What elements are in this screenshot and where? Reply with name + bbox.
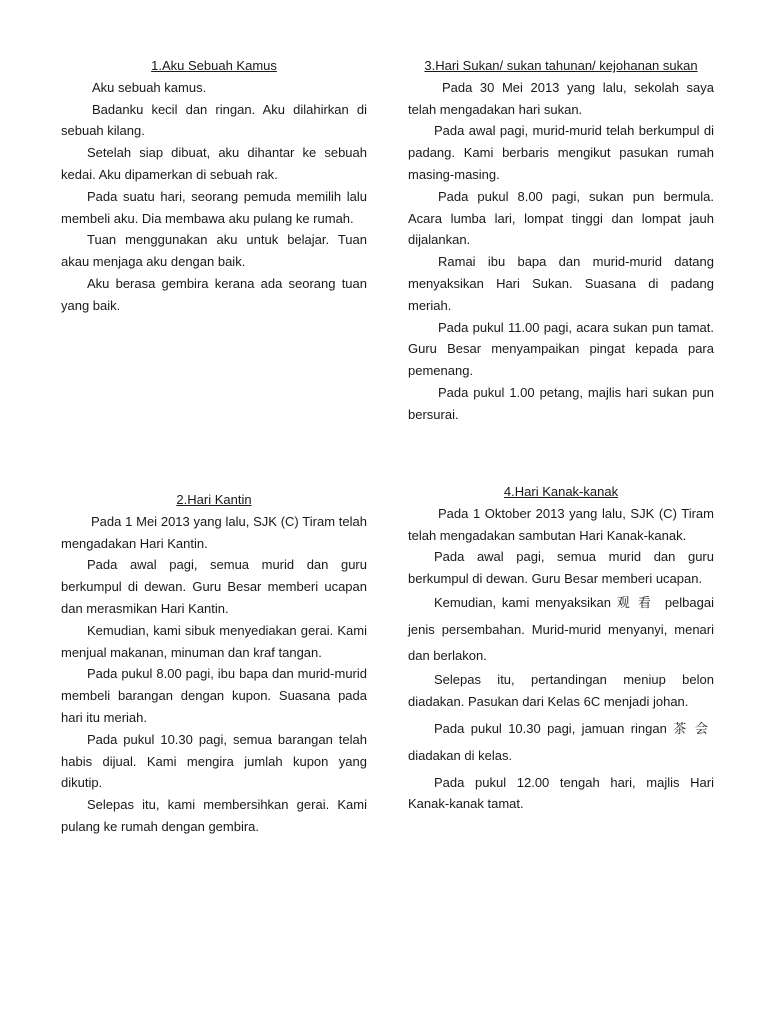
paragraph: Pada awal pagi, semua murid dan guru berkumpul di dewan. Guru Besar memberi ucapan. xyxy=(408,549,714,587)
paragraph-with-chinese xyxy=(408,590,714,669)
paragraph: Selepas itu, kami membersihkan gerai. Kami pulang ke rumah dengan gembira. xyxy=(61,797,367,834)
paragraph-text: Kemudian, kami menyaksikan xyxy=(434,594,617,610)
paragraph: Setelah siap dibuat, aku dihantar ke sebuah kedai. Aku dipamerkan di sebuah rak. xyxy=(61,145,367,182)
section-title: 4.Hari Kanak-kanak xyxy=(503,484,619,499)
paragraph: Pada pukul 12.00 tengah hari, majlis Hari Kanak-kanak tamat. xyxy=(408,774,714,812)
paragraph: Aku sebuah kamus. xyxy=(92,79,207,95)
chinese-text: 茶会 xyxy=(673,721,714,737)
paragraph: Pada pukul 10.30 pagi, semua barangan telah habis dijual. Kami mengira jumlah kupon yang dikutip. xyxy=(61,731,367,791)
paragraph-text: diadakan di kelas. xyxy=(408,747,513,763)
paragraph: Ramai ibu bapa dan murid-murid datang menyaksikan Hari Sukan. Suasana di padang meriah. xyxy=(408,254,714,313)
paragraph: Pada 1 Oktober 2013 yang lalu, SJK (C) Tiram telah mengadakan sambutan Hari Kanak-kanak. xyxy=(408,505,714,543)
paragraph: Pada 1 Mei 2013 yang lalu, SJK (C) Tiram telah mengadakan Hari Kantin. xyxy=(61,513,367,551)
paragraph-text: pelbagai jenis persembahan. Murid-murid menyanyi, menari dan berlakon. xyxy=(408,594,714,663)
paragraph: Pada suatu hari, seorang pemuda memilih lalu membeli aku. Dia membawa aku pulang ke rumah. xyxy=(61,188,367,226)
section-hari-kanak-kanak xyxy=(408,481,714,815)
paragraph: Badanku kecil dan ringan. Aku dilahirkan di sebuah kilang. xyxy=(61,101,367,139)
section-aku-sebuah-kamus xyxy=(61,55,367,317)
paragraph: Selepas itu, pertandingan meniup belon diadakan. Pasukan dari Kelas 6C menjadi johan. xyxy=(408,671,714,709)
paragraph: Aku berasa gembira kerana ada seorang tuan yang baik. xyxy=(61,275,367,313)
paragraph-text: Pada pukul 10.30 pagi, jamuan ringan xyxy=(434,720,674,736)
paragraph-with-chinese xyxy=(408,716,714,769)
paragraph: Pada pukul 8.00 pagi, sukan pun bermula. Acara lumba lari, lompat tinggi dan lompat jauh dijalankan. xyxy=(408,188,714,248)
section-title: 3.Hari Sukan/ sukan tahunan/ kejohanan sukan xyxy=(424,58,698,73)
paragraph: Pada awal pagi, semua murid dan guru berkumpul di dewan. Guru Besar memberi ucapan dan merasmikan Hari Kantin. xyxy=(61,557,367,616)
paragraph: Tuan menggunakan aku untuk belajar. Tuan akau menjaga aku dengan baik. xyxy=(61,232,367,270)
section-title: 1.Aku Sebuah Kamus xyxy=(151,58,277,73)
paragraph: Pada pukul 1.00 petang, majlis hari sukan pun bersurai. xyxy=(408,384,714,422)
chinese-text: 观看 xyxy=(616,595,660,611)
paragraph: Pada pukul 11.00 pagi, acara sukan pun tamat. Guru Besar menyampaikan pingat kepada para pemenang. xyxy=(408,319,714,379)
section-hari-sukan xyxy=(408,55,714,426)
section-hari-kantin xyxy=(61,489,367,838)
paragraph: Pada pukul 8.00 pagi, ibu bapa dan murid-murid membeli barangan dengan kupon. Suasana pada hari itu meriah. xyxy=(61,666,367,725)
paragraph: Pada awal pagi, murid-murid telah berkumpul di padang. Kami berbaris mengikut pasukan rumah masing-masing. xyxy=(408,123,714,182)
paragraph: Kemudian, kami sibuk menyediakan gerai. Kami menjual makanan, minuman dan kraf tangan. xyxy=(61,622,367,660)
section-title: 2.Hari Kantin xyxy=(176,492,252,507)
paragraph: Pada 30 Mei 2013 yang lalu, sekolah saya telah mengadakan hari sukan. xyxy=(408,79,714,117)
